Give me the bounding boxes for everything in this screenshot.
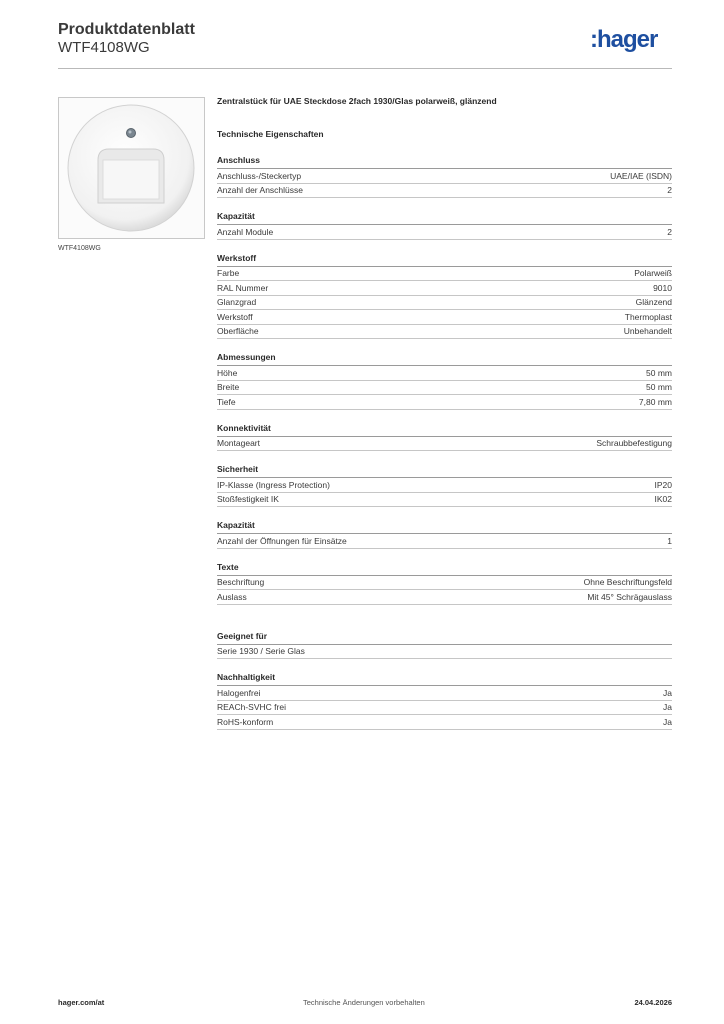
page-title: Produktdatenblatt <box>58 21 195 38</box>
spec-label: RAL Nummer <box>217 282 269 293</box>
tech-properties-heading: Technische Eigenschaften <box>217 129 324 139</box>
spec-label: Beschriftung <box>217 577 265 588</box>
spec-row <box>217 310 672 325</box>
section-title: Anschluss <box>217 155 672 169</box>
spec-row <box>217 296 672 311</box>
hager-logo <box>590 26 674 56</box>
spec-label: Breite <box>217 382 240 393</box>
spec-row <box>217 395 672 410</box>
spec-row <box>217 437 672 452</box>
section-title: Werkstoff <box>217 253 672 267</box>
spec-row <box>217 701 672 716</box>
section-title: Kapazität <box>217 211 672 225</box>
spec-label: Anzahl der Öffnungen für Einsätze <box>217 535 347 546</box>
spec-row <box>217 225 672 240</box>
spec-value: Ja <box>663 716 672 727</box>
spec-label: RoHS-konform <box>217 716 274 727</box>
spec-row <box>217 493 672 508</box>
spec-value: Ja <box>663 702 672 713</box>
spec-section <box>217 562 672 605</box>
spec-row <box>217 184 672 199</box>
spec-section <box>217 464 672 507</box>
spec-section <box>217 253 672 340</box>
spec-value: Ja <box>663 687 672 698</box>
section-title: Sicherheit <box>217 464 672 478</box>
section-title: Konnektivität <box>217 423 672 437</box>
spec-label: Serie 1930 / Serie Glas <box>217 646 305 657</box>
spec-value: Mit 45° Schrägauslass <box>587 591 672 602</box>
spec-value: Schraubbefestigung <box>596 438 672 449</box>
section-title: Abmessungen <box>217 352 672 366</box>
spec-value: Thermoplast <box>624 311 672 322</box>
spec-label: Tiefe <box>217 396 236 407</box>
spec-row <box>217 576 672 591</box>
spec-row <box>217 267 672 282</box>
spec-section <box>217 423 672 452</box>
spec-label: Anschluss-/Steckertyp <box>217 170 302 181</box>
spec-value: 2 <box>667 226 672 237</box>
image-caption: WTF4108WG <box>58 245 101 252</box>
spec-value: 2 <box>667 185 672 196</box>
spec-row <box>217 325 672 340</box>
spec-value: 50 mm <box>646 382 672 393</box>
spec-row <box>217 645 672 660</box>
spec-row <box>217 534 672 549</box>
spec-section <box>217 631 672 660</box>
spec-label: Anzahl Module <box>217 226 274 237</box>
spec-label: IP-Klasse (Ingress Protection) <box>217 479 330 490</box>
spec-label: Anzahl der Anschlüsse <box>217 185 303 196</box>
spec-value: IP20 <box>654 479 672 490</box>
spec-row <box>217 686 672 701</box>
spec-label: Werkstoff <box>217 311 253 322</box>
spec-label: Stoßfestigkeit IK <box>217 494 279 505</box>
spec-row <box>217 366 672 381</box>
spec-content <box>217 96 672 730</box>
spec-value: 7,80 mm <box>638 396 672 407</box>
spec-value: 1 <box>667 535 672 546</box>
spec-label: Oberfläche <box>217 326 259 337</box>
spec-label: Montageart <box>217 438 260 449</box>
spec-label: REACh-SVHC frei <box>217 702 286 713</box>
spec-label: Glanzgrad <box>217 297 257 308</box>
footer-notice: Technische Änderungen vorbehalten <box>303 998 425 1007</box>
spec-label: Farbe <box>217 268 240 279</box>
spec-row <box>217 478 672 493</box>
spec-row <box>217 169 672 184</box>
product-code-heading: WTF4108WG <box>58 39 150 56</box>
spec-value: UAE/IAE (ISDN) <box>610 170 672 181</box>
section-title: Nachhaltigkeit <box>217 672 672 686</box>
spec-row <box>217 381 672 396</box>
product-image <box>58 97 205 239</box>
spec-row <box>217 281 672 296</box>
spec-label: Halogenfrei <box>217 687 261 698</box>
spec-label: Auslass <box>217 591 247 602</box>
spec-value: Glänzend <box>635 297 672 308</box>
spec-label: Höhe <box>217 367 238 378</box>
footer-website: hager.com/at <box>58 998 105 1007</box>
section-title: Kapazität <box>217 520 672 534</box>
spec-value: 9010 <box>653 282 672 293</box>
spec-value: Unbehandelt <box>623 326 672 337</box>
spec-section <box>217 352 672 410</box>
spec-value: 50 mm <box>646 367 672 378</box>
spec-sections <box>217 155 672 730</box>
spec-section <box>217 211 672 240</box>
spec-row <box>217 590 672 605</box>
footer-date: 24.04.2026 <box>634 998 672 1007</box>
spec-section <box>217 520 672 549</box>
spec-value: IK02 <box>654 494 672 505</box>
spec-row <box>217 715 672 730</box>
spec-section <box>217 672 672 730</box>
section-title: Texte <box>217 562 672 576</box>
section-title: Geeignet für <box>217 631 672 645</box>
header-divider <box>58 68 672 69</box>
spec-value: Ohne Beschriftungsfeld <box>583 577 672 588</box>
hager-logo-text: :hager <box>590 26 658 53</box>
product-description: Zentralstück für UAE Steckdose 2fach 1930/Glas polarweiß, glänzend <box>217 96 497 106</box>
spec-section <box>217 155 672 198</box>
spec-value: Polarweiß <box>634 268 672 279</box>
